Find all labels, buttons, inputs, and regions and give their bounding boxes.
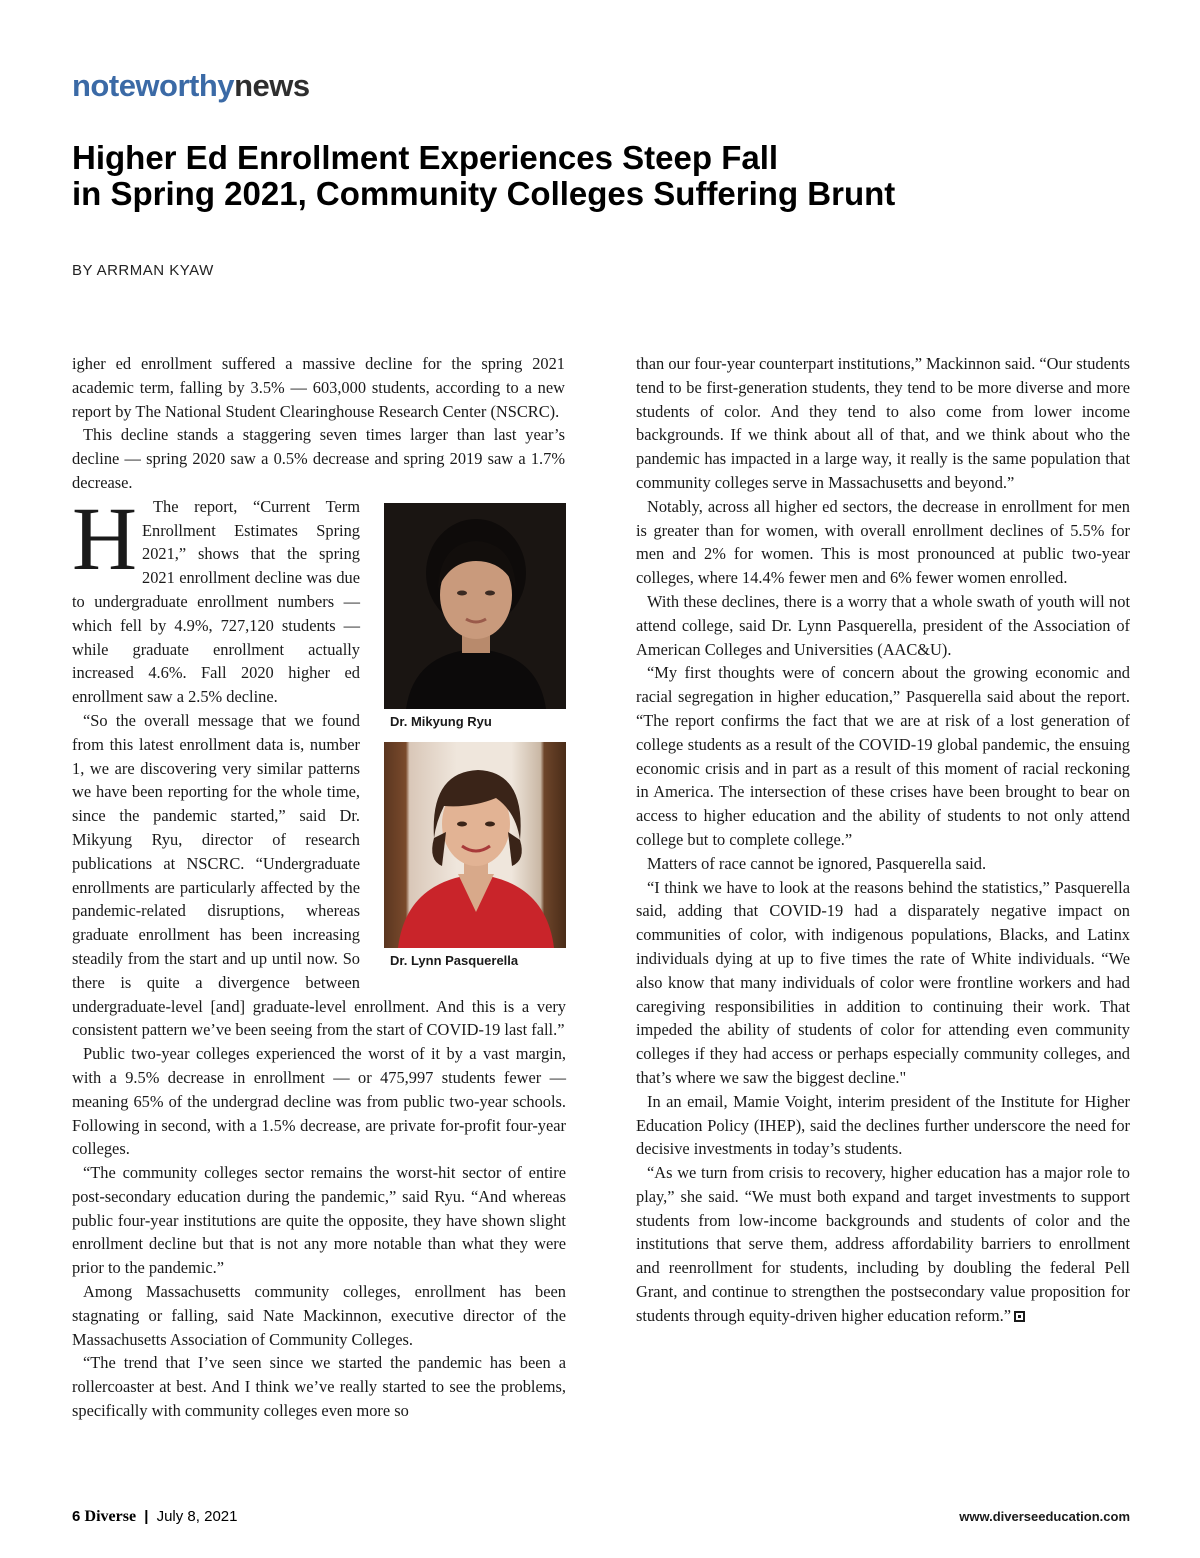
page-number: 6: [72, 1508, 81, 1525]
article-paragraph: than our four-year counterpart institutions,” Mackinnon said. “Our students tend to be first-generation students, they tend to be more diverse and more students of color. And they tend to also come from lower income backgrounds. If we think about all of that, and we think about who the pandemic has impacted in a large way, it really is the same population that community colleges serve in Massachusetts and beyond.”: [636, 354, 1130, 492]
article-paragraph: The report, “Current Term Enrollment Estimates Spring 2021,” shows that the spring 2021 enrollment decline was due to undergraduate enrollment numbers — which fell by 4.9%, 727,120 students — while graduate enrollment actually increased 4.6%. Fall 2020 higher ed enrollment saw a 2.5% decline.: [72, 496, 360, 707]
drop-cap: H: [72, 490, 137, 589]
portrait-pasquerella-graphic: [384, 742, 566, 948]
photo-caption-ryu: Dr. Mikyung Ryu: [390, 714, 492, 729]
article-paragraph: “I think we have to look at the reasons behind the statistics,” Pasquerella said, adding that COVID-19 had a disparately negative impact on communities of color, with indigenous populations, Blacks, and Latinx individuals dying at up to five times the rate of White individuals. “We also know that many individuals of color were frontline workers and had caregiving responsibilities in addition to continuing their work. That impeded the ability of students of color for attending even community colleges if they had access or perhaps especially community colleges, and that’s where we saw the biggest decline.": [636, 877, 1130, 1087]
headline-line-1: Higher Ed Enrollment Experiences Steep Fall: [72, 139, 779, 176]
byline: BY ARRMAN KYAW: [72, 262, 214, 279]
issue-date: July 8, 2021: [156, 1508, 238, 1525]
article-paragraph: Among Massachusetts community colleges, enrollment has been stagnating or falling, said Nate Mackinnon, executive director of the Massachusetts Association of Community Colleges.: [72, 1282, 566, 1349]
article-paragraph: This decline stands a staggering seven times larger than last year’s decline — spring 2020 saw a 0.5% decrease and spring 2019 saw a 1.7% decrease.: [72, 425, 565, 492]
section-tag: [72, 68, 310, 104]
article-paragraph: “My first thoughts were of concern about the growing economic and racial segregation in higher education,” Pasquerella said about the report. “The report confirms the fact that we are at risk of a lost generation of college students as a result of the COVID-19 global pandemic, the ensuing economic crisis and in part as a result of this moment of racial reckoning in America. The intersection of these crises have been brought to bear on access to higher education and the ability of students to not only attend college but to complete college.”: [636, 663, 1130, 849]
photo-spacer: [565, 352, 566, 503]
end-of-article-icon: [1014, 1311, 1025, 1322]
footer-separator: |: [144, 1508, 149, 1525]
article-paragraph: Public two-year colleges experienced the worst of it by a vast margin, with a 9.5% decrease in enrollment — or 475,997 students fewer — meaning 65% of the undergrad decline was from public two-year schools. Following in second, with a 1.5% decrease, are private for-profit four-year colleges.: [72, 1044, 566, 1159]
lead-paragraph-text: igher ed enrollment suffered a massive decline for the spring 2021 academic term, falling by 3.5% — 603,000 students, according to a new report by The National Student Clearinghouse Research Center (NSCRC).: [72, 354, 565, 421]
final-paragraph-text: “As we turn from crisis to recovery, higher education has a major role to play,” she said. “We must both expand and target investments to support students from low-income backgrounds and students of color and the institutions that serve them, address affordability barriers to enrollment and reenrollment for students, including by doubling the federal Pell Grant, and continue to strengthen the postsecondary value proposition for students through equity-driven higher education reform.”: [636, 1163, 1130, 1325]
headline: [72, 140, 1032, 212]
article-paragraph: In an email, Mamie Voight, interim president of the Institute for Higher Education Policy (IHEP), said the declines further underscore the need for decisive investments in today’s students.: [636, 1091, 1130, 1159]
article-paragraph: With these declines, there is a worry that a whole swath of youth will not attend college, said Dr. Lynn Pasquerella, president of the Association of American Colleges and Universities (AAC&U).: [636, 591, 1130, 659]
magazine-name: Diverse: [84, 1508, 137, 1525]
article-paragraph: Matters of race cannot be ignored, Pasquerella said.: [647, 853, 987, 873]
article-paragraph: “The community colleges sector remains the worst-hit sector of entire post-secondary education during the pandemic,” said Ryu. “And whereas public four-year institutions are quite the opposite, they have shown slight enrollment decline but that is not any more notable than what they were prior to the pandemic.”: [72, 1163, 566, 1278]
photo-mikyung-ryu: [384, 503, 566, 709]
footer-folio: [72, 1508, 237, 1526]
portrait-ryu-graphic: [384, 503, 566, 709]
photo-lynn-pasquerella: [384, 742, 566, 948]
article-paragraph: Notably, across all higher ed sectors, the decrease in enrollment for men is greater than for women, with overall enrollment declines of 5.5% for men and 2% for women. This is most pronounced at public two-year colleges, where 14.4% fewer men and 6% fewer women enrolled.: [636, 496, 1130, 588]
article-column-left: [72, 352, 566, 1423]
photo-stack: [384, 503, 566, 981]
article-paragraph: “So the overall message that we found from this latest enrollment data is, number 1, we are discovering very similar patterns we have been reporting for the whole time, since the pandemic started,” said Dr. Mikyung Ryu, director of research publications at NSCRC. “Undergraduate enrollments are particularly affected by the pandemic-related disruptions, whereas graduate enrollment has been increasing steadily from the start and up until now. So there is quite a divergence between undergraduate-level [and] graduate-level enrollment. And this is a very consistent pattern we’ve been seeing from the start of COVID-19 last fall.”: [72, 710, 566, 1040]
headline-line-2: in Spring 2021, Community Colleges Suffering Brunt: [72, 175, 896, 212]
footer-url: www.diverseeducation.com: [959, 1509, 1130, 1524]
photo-caption-pasquerella: Dr. Lynn Pasquerella: [390, 953, 519, 968]
section-tag-noteworthy: noteworthy: [72, 68, 235, 103]
article-column-right: [636, 352, 1130, 1328]
article-paragraph: “The trend that I’ve seen since we started the pandemic has been a rollercoaster at best. And I think we’ve really started to see the problems, specifically with community colleges even more so: [72, 1353, 566, 1421]
section-tag-news: news: [234, 68, 310, 103]
article-paragraph-final: [636, 1161, 1130, 1328]
